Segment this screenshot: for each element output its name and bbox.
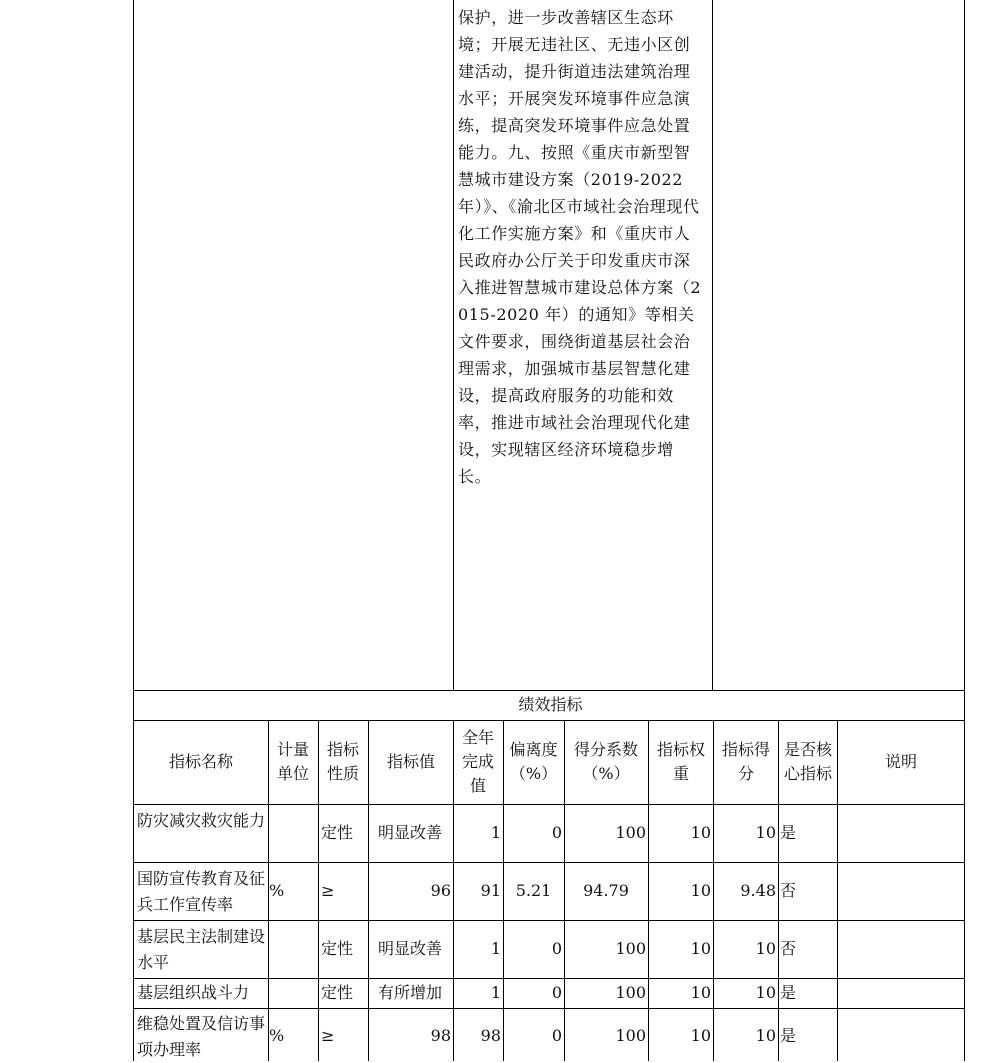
row-value: 有所增加 <box>378 983 443 1002</box>
section-title: 绩效指标 <box>518 695 583 714</box>
row-deviation: 5.21 <box>515 881 552 900</box>
row-value: 明显改善 <box>378 939 443 958</box>
header-coef: 得分系数（%） <box>573 740 638 783</box>
row-nature: 定性 <box>321 823 354 842</box>
row-core: 是 <box>780 1026 797 1045</box>
row-weight: 10 <box>690 823 711 842</box>
header-nature: 指标性质 <box>326 740 359 783</box>
row-core: 否 <box>780 939 797 958</box>
row-nature: 定性 <box>321 983 354 1002</box>
row-actual: 1 <box>490 983 501 1002</box>
header-score: 指标得分 <box>721 740 770 783</box>
description-paragraph: 保护，进一步改善辖区生态环境；开展无违社区、无违小区创建活动，提升街道违法建筑治理水平；开展突发环境事件应急演练，提高突发环境事件应急处置能力。九、按照《重庆市新型智慧城市建设方案（2019-2022 年）》、《渝北区市域社会治理现代化工作实施方案》和《重庆市人民政府办公厅关于印发重庆市深入推进智慧城市建设总体方案（2015-2020 年）的通知》等相关文件要求，围绕街道基层社会治理需求，加强城市基层智慧化建设，提高政府服务的功能和效率，推进市域社会治理现代化建设，实现辖区经济环境稳步增长。 <box>458 8 702 486</box>
row-coef: 94.79 <box>583 881 629 900</box>
row-name: 基层组织战斗力 <box>137 983 250 1002</box>
row-value: 98 <box>430 1026 451 1045</box>
row-core: 是 <box>780 983 797 1002</box>
header-core: 是否核心指标 <box>783 740 832 783</box>
row-score: 10 <box>755 983 776 1002</box>
row-core: 是 <box>780 823 797 842</box>
row-actual: 91 <box>480 881 501 900</box>
row-actual: 1 <box>490 939 501 958</box>
row-deviation: 0 <box>551 823 562 842</box>
header-unit: 计量单位 <box>276 740 309 783</box>
row-value: 96 <box>430 881 451 900</box>
row-nature: 定性 <box>321 939 354 958</box>
row-actual: 98 <box>480 1026 501 1045</box>
row-name: 防灾减灾救灾能力 <box>137 811 266 830</box>
header-actual: 全年完成值 <box>461 728 494 795</box>
header-note: 说明 <box>884 752 917 771</box>
row-weight: 10 <box>690 1026 711 1045</box>
row-weight: 10 <box>690 881 711 900</box>
row-value: 明显改善 <box>378 823 443 842</box>
row-unit: % <box>269 1026 285 1045</box>
row-nature: ≥ <box>321 1026 335 1045</box>
row-score: 9.48 <box>740 881 776 900</box>
row-weight: 10 <box>690 939 711 958</box>
row-name: 维稳处置及信访事项办理率 <box>137 1014 266 1059</box>
row-name: 国防宣传教育及征兵工作宣传率 <box>137 869 266 914</box>
row-nature: ≥ <box>321 881 335 900</box>
header-value: 指标值 <box>386 752 435 771</box>
row-coef: 100 <box>615 1026 646 1045</box>
row-score: 10 <box>755 939 776 958</box>
header-weight: 指标权重 <box>656 740 705 783</box>
row-coef: 100 <box>615 823 646 842</box>
row-coef: 100 <box>615 983 646 1002</box>
row-unit: % <box>269 881 285 900</box>
row-score: 10 <box>755 823 776 842</box>
header-deviation: 偏离度（%） <box>509 740 558 783</box>
row-name: 基层民主法制建设水平 <box>137 927 266 972</box>
row-deviation: 0 <box>551 983 562 1002</box>
header-name: 指标名称 <box>168 752 233 771</box>
row-core: 否 <box>780 881 797 900</box>
row-deviation: 0 <box>551 1026 562 1045</box>
row-actual: 1 <box>490 823 501 842</box>
row-coef: 100 <box>615 939 646 958</box>
row-weight: 10 <box>690 983 711 1002</box>
row-score: 10 <box>755 1026 776 1045</box>
row-deviation: 0 <box>551 939 562 958</box>
